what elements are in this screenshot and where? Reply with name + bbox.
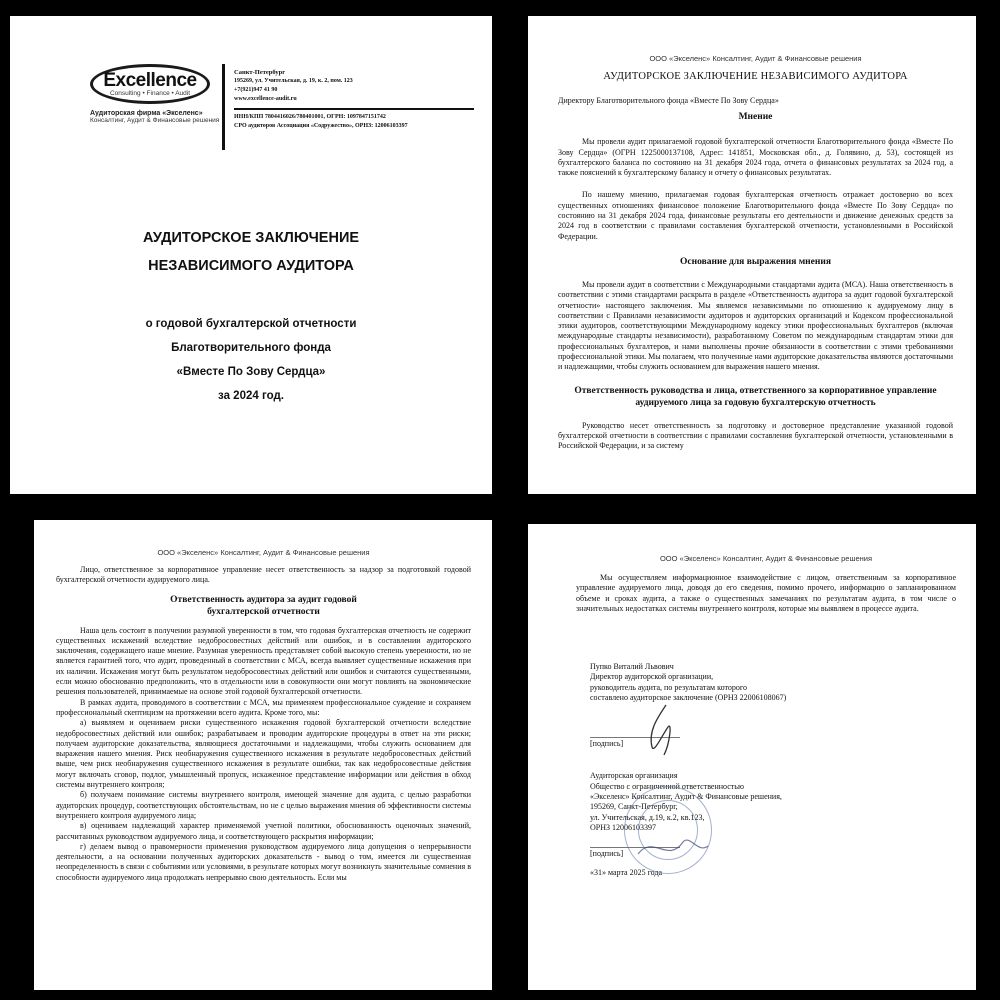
org-line3: 195269, Санкт-Петербург, (590, 802, 678, 812)
auditor-responsibility-page (34, 520, 492, 990)
company-logo (90, 64, 220, 124)
contact-address: 195269, ул. Учительская, д. 19, к. 2, пом. 123 (234, 78, 353, 84)
opinion-page (528, 16, 976, 494)
running-header: ООО «Экселенс» Консалтинг, Аудит & Финансовые решения (659, 554, 873, 563)
org-line2: «Экселенс» Консалтинг, Аудит & Финансовые решения, (590, 792, 782, 802)
logo-tagline: Consulting • Finance • Audit (109, 90, 191, 97)
cover-sub-line1: о годовой бухгалтерской отчетности (145, 318, 357, 330)
report-date: «31» марта 2025 года (590, 867, 663, 877)
logo-oval (90, 64, 210, 104)
cover-sub-line2: Благотворительного фонда (171, 342, 331, 354)
contact-block (234, 68, 474, 131)
cover-subtitle (10, 312, 492, 408)
org-line5: ОРНЗ 12006103397 (590, 822, 657, 832)
heading-management-responsibility: Ответственность руководства и лица, ответственного за корпоративное управление аудируемого лица за годовую бухгалтерскую отчетность (574, 385, 937, 408)
list-item-v: в) оцениваем надлежащий характер применяемой учетной политики, обоснованность оценочных значений, рассчитанных руководством аудируемого лица, и соответствующего раскрытия информации; (56, 821, 471, 841)
list-item-b: б) получаем понимание системы внутреннего контроля, имеющей значение для аудита, с целью разработки аудиторских процедур, соответствующих обстоятельствам, но не с целью выражения мнения об эффективности системы внутреннего контроля аудируемого лица; (56, 790, 471, 820)
paragraph-objective: Наша цель состоит в получении разумной уверенности в том, что годовая бухгалтерская отчетность не содержит существенных искажений вследствие недобросовестных действий или ошибок, и в составлении аудиторского заключения, содержащего наше мнение. Разумная уверенность представляет собой высокую степень уверенности, но не является гарантией того, что аудит, проведенный в соответствии с МСА, всегда выявляет существенные искажения при их наличии. Искажения могут быть результатом недобросовестных действий или ошибок и считаются существенными, если можно обоснованно предположить, что в отдельности или в совокупности они могут повлиять на экономические решения пользователей, принимаемые на основе этой годовой бухгалтерской отчетности. (56, 625, 471, 697)
firm-name: Аудиторская фирма «Экселенс» (90, 110, 203, 117)
contact-sro: СРО аудиторов Ассоциация «Содружество», ОРНЗ: 12006103397 (234, 123, 408, 129)
signature-page (528, 524, 976, 990)
paragraph-opinion: По нашему мнению, прилагаемая годовая бухгалтерская отчетность отражает достоверно во всех существенных отношениях финансовое положение Благотворительного фонда «Вместе По Зову Сердца» по состоянию на 31 декабря 2024 года, финансовые результаты его деятельности и движение денежных средств за 2024 год в соответствии с правилами составления бухгалтерской отчетности, установленными в Российской Федерации. (558, 190, 953, 241)
cover-title (10, 224, 492, 280)
paragraph-management: Руководство несет ответственность за подготовку и достоверное представление указанной годовой бухгалтерской отчетности в соответствии с правилами составления бухгалтерской отчетности, установленными в Российской Федерации, и за систему (558, 420, 953, 451)
cover-title-line2: НЕЗАВИСИМОГО АУДИТОРА (148, 258, 354, 274)
cover-title-line1: АУДИТОРСКОЕ ЗАКЛЮЧЕНИЕ (142, 230, 360, 246)
org-line4: ул. Учительская, д.19, к.2, кв.123, (590, 812, 705, 822)
running-header: ООО «Экселенс» Консалтинг, Аудит & Финансовые решения (157, 548, 370, 557)
org-line1: Общество с ограниченной ответственностью (590, 781, 744, 791)
paragraph-isa: В рамках аудита, проводимого в соответствии с МСА, мы применяем профессиональное суждение и сохраняем профессиональный скептицизм на протяжении всего аудита. Кроме того, мы: (56, 697, 471, 717)
logo-wordmark: Excellence (103, 70, 197, 91)
paragraph-basis: Мы провели аудит в соответствии с Международными стандартами аудита (МСА). Наша ответственность в соответствии с этими стандартами раскрыта в разделе «Ответственность аудитора за аудит годовой бухгалтерской отчетности» настоящего заключения. Мы являемся независимыми по отношению к аудируемому лицу в соответствии с Правилами независимости аудиторов и аудиторских организаций и Кодексом профессиональной этики аудиторов, соответствующими Международному кодексу этики профессиональных бухгалтеров (включая международные стандарты независимости), разработанному Советом по международным стандартам этики для профессиональных бухгалтеров, и нами выполнены прочие обязанности в соответствии с этими требованиями профессиональной этики. Мы полагаем, что полученные нами аудиторские доказательства являются достаточными и надлежащими, чтобы служить основанием для выражения нашего мнения. (558, 279, 953, 372)
contact-inn: ИНН/КПП 7804416026/780401001, ОГРН: 1097847151742 (234, 114, 386, 120)
contact-rule (234, 108, 474, 110)
heading-basis: Основание для выражения мнения (680, 256, 831, 267)
paragraph-governance: Лицо, ответственное за корпоративное управление несет ответственность за надзор за подготовкой годовой бухгалтерской отчетности аудируемого лица. (56, 565, 471, 585)
org-label: Аудиторская организация (590, 771, 678, 781)
cover-page (10, 16, 492, 494)
header-divider (222, 64, 225, 150)
handwritten-signature-2 (628, 824, 718, 874)
paragraph-scope: Мы провели аудит прилагаемой годовой бухгалтерской отчетности Благотворительного фонда «Вместе По Зову Сердца» (ОГРН 1225000137108, Адрес: 141851, Московская обл., д. Голявино, д. 53), состоящей из бухгалтерского баланса по состоянию на 31 декабря 2024 года, отчета о финансовых результатах за 2024 год, а также пояснений к бухгалтерскому балансу и отчету о финансовых результатах. (558, 137, 953, 178)
running-header: ООО «Экселенс» Консалтинг, Аудит & Финансовые решения (649, 54, 862, 63)
list-item-g: г) делаем вывод о правомерности применения руководством аудируемого лица допущения о непрерывности деятельности, а на основании полученных аудиторских доказательств - вывод о том, имеется ли существенная неопределенность в связи с событиями или условиями, в результате которых могут возникнуть значительные сомнения в способности аудируемого лица продолжать непрерывно свою деятельность. Если мы (56, 841, 471, 882)
signer-role-line3: составлено аудиторское заключение (ОРНЗ 22006108067) (590, 692, 787, 702)
signer-name: Пупко Виталий Львович (590, 662, 674, 671)
signature-label-1: [подпись] (590, 737, 680, 749)
heading-auditor-responsibility: Ответственность аудитора за аудит годовой бухгалтерской отчетности (170, 594, 357, 617)
handwritten-signature-1 (618, 699, 708, 759)
cover-sub-line3: «Вместе По Зову Сердца» (176, 366, 326, 378)
addressee: Директору Благотворительного фонда «Вместе По Зову Сердца» (558, 96, 779, 105)
contact-city: Санкт-Петербург (234, 69, 286, 76)
cover-sub-line4: за 2024 год. (218, 390, 284, 402)
heading-opinion: Мнение (738, 112, 773, 123)
signature-label-2: [подпись] (590, 847, 680, 859)
signer-role-line1: Директор аудиторской организации, (590, 672, 714, 682)
paragraph-communication: Мы осуществляем информационное взаимодействие с лицом, ответственным за корпоративное управление аудируемого лица, доводя до его сведения, помимо прочего, информацию о запланированном объеме и сроках аудита, а также о существенных замечаниях по результатам аудита, в том числе о значительных недостатках системы внутреннего контроля, которые мы выявляем в процессе аудита. (576, 573, 956, 613)
list-item-a: а) выявляем и оцениваем риски существенного искажения годовой бухгалтерской отчетности вследствие недобросовестных действий или ошибок; разрабатываем и проводим аудиторские процедуры в ответ на эти риски; получаем аудиторские доказательства, являющиеся достаточными и надлежащими, чтобы служить основанием для выражения нашего мнения. Риск необнаружения существенного искажения в результате недобросовестных действий выше, чем риск необнаружения существенного искажения в результате ошибки, так как недобросовестные действия могут включать сговор, подлог, умышленный пропуск, искаженное представление информации или действия в обход системы внутреннего контроля; (56, 718, 471, 790)
contact-phone: +7(921)947 41 90 (234, 87, 278, 93)
firm-subtitle: Консалтинг, Аудит & Финансовые решения (90, 117, 220, 124)
report-title: АУДИТОРСКОЕ ЗАКЛЮЧЕНИЕ НЕЗАВИСИМОГО АУДИТОРА (603, 71, 908, 82)
contact-website: www.excellence-audit.ru (234, 96, 297, 102)
signer-role-line2: руководитель аудита, по результатам которого (590, 682, 747, 692)
